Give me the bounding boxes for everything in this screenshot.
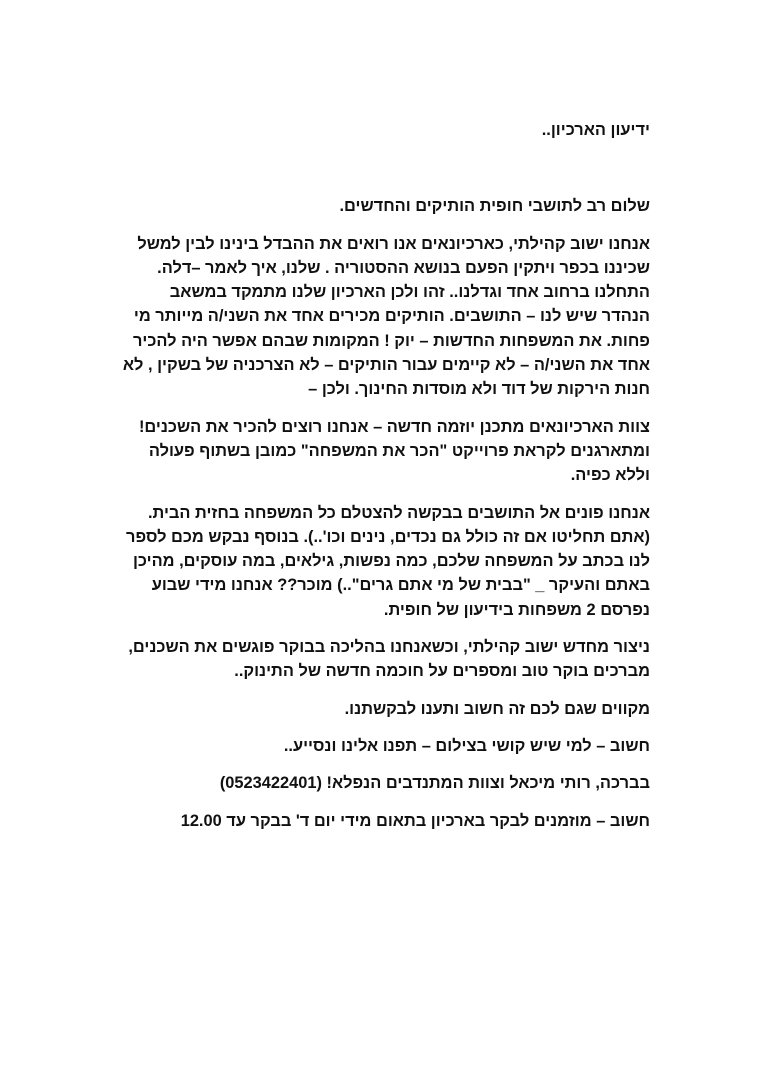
paragraph-line: אנחנו פונים אל התושבים בבקשה להצטלם כל המשפחה בחזית הבית. — [147, 503, 650, 522]
paragraph-community — [120, 635, 650, 684]
greeting-line — [120, 194, 650, 218]
paragraph-request — [120, 501, 650, 622]
paragraph-visit-note — [120, 809, 650, 833]
letter-body — [120, 118, 650, 846]
paragraph-line: מברכים בוקר טוב ומספרים על חוכמה חדשה של התינוק.. — [234, 662, 650, 681]
paragraph-line: חשוב – מוזמנים לבקר בארכיון בתאום מידי יום ד' בבקר עד 12.00 — [180, 811, 650, 830]
paragraph-line: ומתארגנים לקראת פרוייקט "הכר את המשפחה" כמובן בשתוף פעולה — [148, 441, 650, 460]
paragraph-line: וללא כפיה. — [570, 466, 650, 485]
paragraph-line: נפרסם 2 משפחות בידיעון של חופית. — [383, 600, 650, 619]
paragraph-line: אנחנו ישוב קהילתי, כארכיונאים אנו רואים את ההבדל בינינו לבין למשל — [137, 234, 650, 253]
paragraph-line: ניצור מחדש ישוב קהילתי, וכשאנחנו בהליכה בבוקר פוגשים את השכנים, — [128, 638, 650, 657]
paragraph-line: מקווים שגם לכם זה חשוב ותענו לבקשתנו. — [344, 699, 650, 718]
greeting-text: שלום רב לתושבי חופית הותיקים והחדשים. — [339, 197, 650, 216]
paragraph-line: חנות הירקות של דוד ולא מוסדות החינוך. ולכן – — [308, 380, 650, 399]
paragraph-line: אחד את השני/ה – לא קיימים עבור הותיקים – לא הצרכניה של בשקין , לא — [122, 356, 650, 375]
paragraph-help-note — [120, 734, 650, 758]
paragraph-line: שכיננו בכפר ויתקין הפעם בנושא ההסטוריה . שלנו, איך לאמר –דלה. — [157, 258, 650, 277]
paragraph-line: צוות הארכיונאים מתכנן יוזמה חדשה – אנחנו רוצים להכיר את השכנים! — [138, 417, 650, 436]
paragraph-signature — [120, 771, 650, 795]
paragraph-line: הנהדר שיש לנו – התושבים. הותיקים מכירים אחד את השני/ה מייותר מי — [133, 307, 650, 326]
paragraph-line: התחלנו ברחוב אחד וגדלנו.. זהו ולכן הארכיון שלנו מתמקד במשאב — [169, 283, 650, 302]
paragraph-hope — [120, 697, 650, 721]
title-line: ידיעון הארכיון.. — [541, 121, 650, 139]
paragraph-initiative — [120, 415, 650, 488]
paragraph-line: חשוב – למי שיש קושי בצילום – תפנו אלינו ונסייע.. — [283, 736, 650, 755]
paragraph-intro — [120, 232, 650, 402]
paragraph-line: (אתם תחליטו אם זה כולל גם נכדים, נינים וכו'..). בנוסף נבקש מכם לספר — [126, 527, 650, 546]
paragraph-line: לנו בכתב על המשפחה שלכם, כמה נפשות, גילאים, במה עוסקים, מהיכן — [132, 552, 650, 571]
paragraph-line: פחות. את המשפחות החדשות – יוק ! המקומות שבהם אפשר היה להכיר — [132, 331, 650, 350]
paragraph-line: באתם והעיקר _ "בבית של מי אתם גרים"..) מוכר?? אנחנו מידי שבוע — [151, 576, 650, 595]
paragraph-line: בברכה, רותי מיכאל וצוות המתנדבים הנפלא! (0523422401) — [219, 774, 650, 793]
letter-title — [120, 118, 650, 142]
